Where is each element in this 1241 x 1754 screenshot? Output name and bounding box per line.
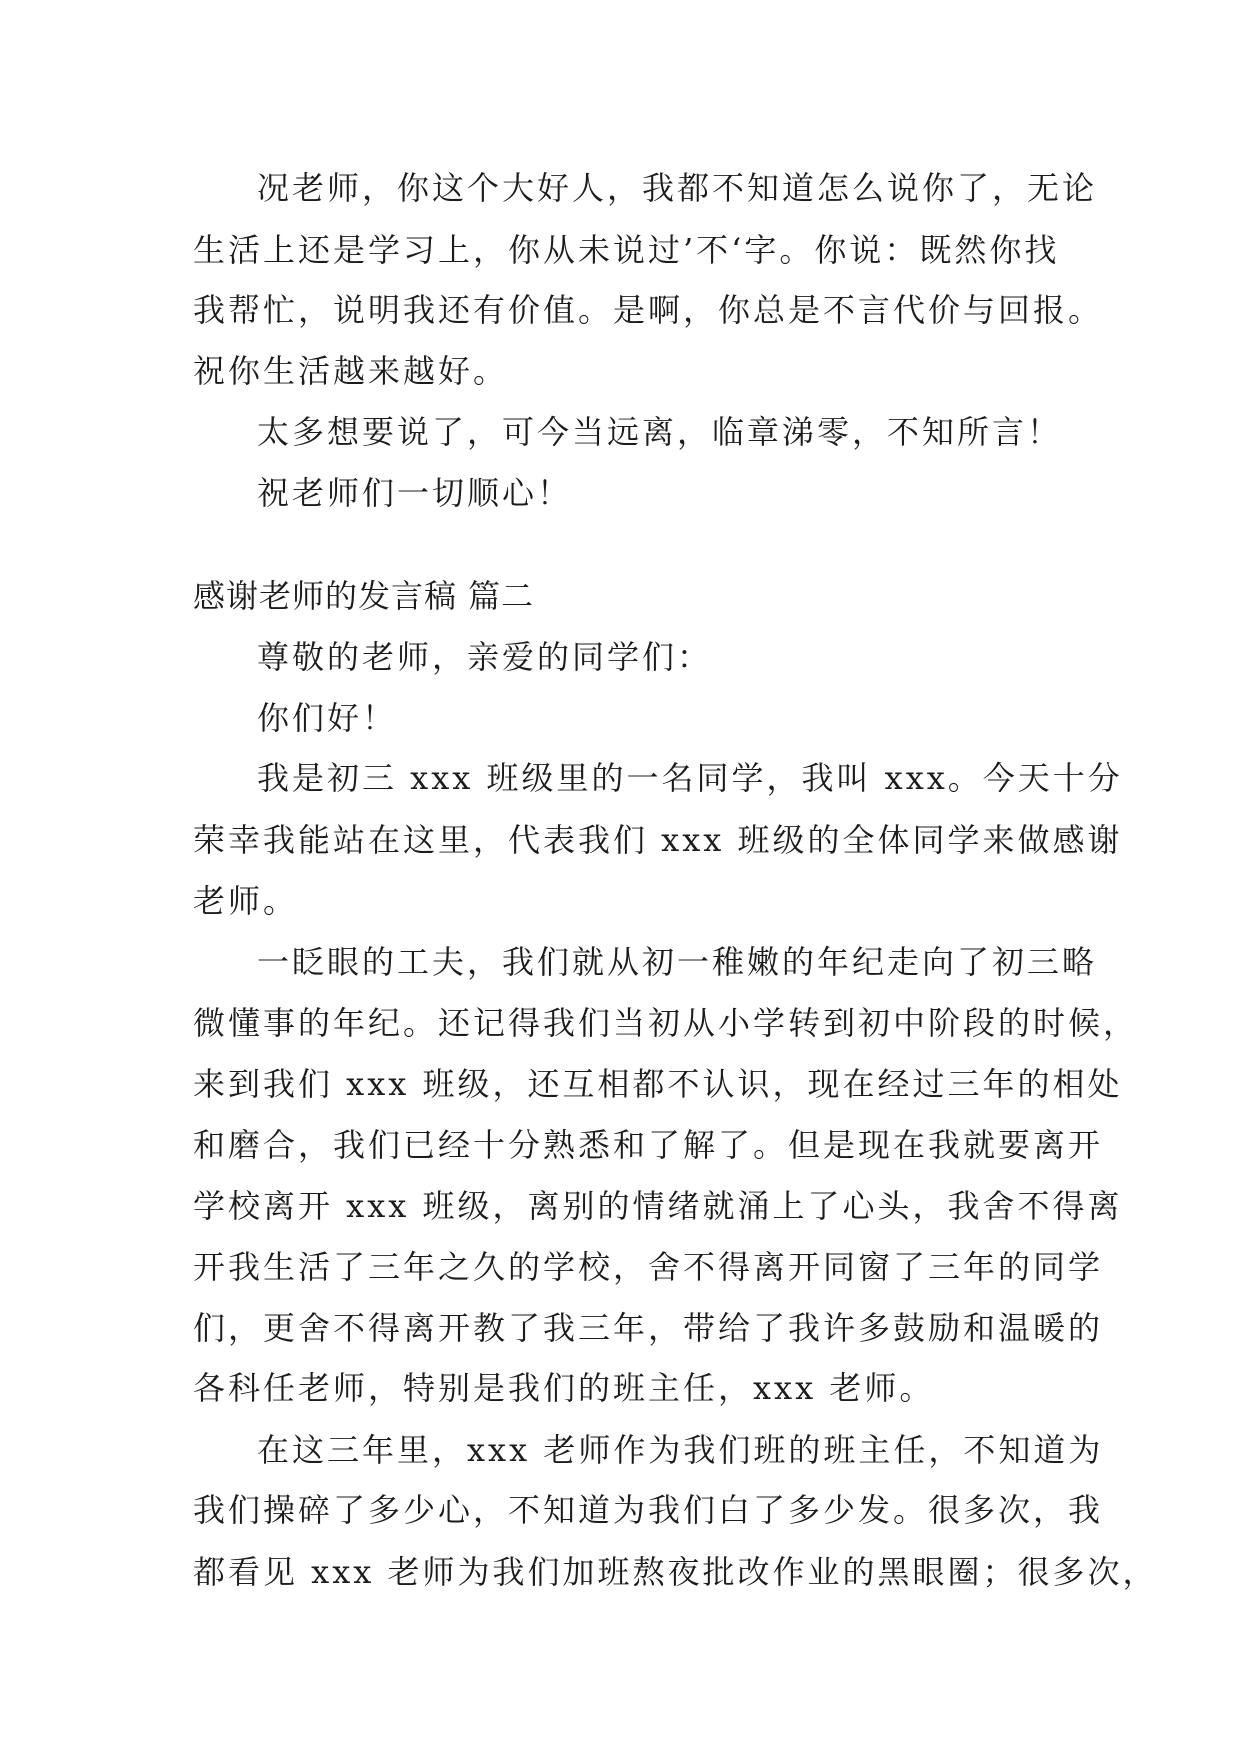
paragraph-line: 们，更舍不得离开教了我三年，带给了我许多鼓励和温暖的 [193, 1309, 1104, 1347]
paragraph-line: 微懂事的年纪。还记得我们当初从小学转到初中阶段的时候， [193, 1004, 1139, 1042]
paragraph-line: 况老师，你这个大好人，我都不知道怎么说你了，无论 [257, 169, 1098, 207]
paragraph-line: 来到我们 xxx 班级，还互相都不认识，现在经过三年的相处 [193, 1065, 1123, 1103]
paragraph-line: 各科任老师，特别是我们的班主任，xxx 老师。 [193, 1369, 935, 1407]
paragraph-line: 荣幸我能站在这里，代表我们 xxx 班级的全体同学来做感谢 [193, 821, 1123, 859]
paragraph-line: 我帮忙，说明我还有价值。是啊，你总是不言代价与回报。 [193, 291, 1104, 329]
paragraph-line: 在这三年里，xxx 老师作为我们班的班主任，不知道为 [257, 1431, 1104, 1469]
paragraph-line: 开我生活了三年之久的学校，舍不得离开同窗了三年的同学 [193, 1248, 1104, 1286]
paragraph-line: 太多想要说了，可今当远离，临章涕零，不知所言！ [257, 413, 1063, 451]
paragraph-line: 祝你生活越来越好。 [193, 352, 509, 390]
paragraph-line: 祝老师们一切顺心！ [257, 474, 573, 512]
paragraph-line: 都看见 xxx 老师为我们加班熬夜批改作业的黑眼圈；很多次， [193, 1553, 1158, 1591]
paragraph-line: 学校离开 xxx 班级，离别的情绪就涌上了心头，我舍不得离 [193, 1187, 1123, 1225]
paragraph-line: 我是初三 xxx 班级里的一名同学，我叫 xxx。今天十分 [257, 759, 1123, 797]
paragraph-line: 我们操碎了多少心，不知道为我们白了多少发。很多次，我 [193, 1491, 1104, 1529]
paragraph-line: 一眨眼的工夫，我们就从初一稚嫩的年纪走向了初三略 [257, 943, 1098, 981]
section-heading: 感谢老师的发言稿 篇二 [193, 577, 535, 615]
greeting: 你们好！ [257, 699, 398, 737]
salutation: 尊敬的老师，亲爱的同学们： [257, 638, 713, 676]
paragraph-line: 老师。 [193, 882, 299, 920]
paragraph-line: 和磨合，我们已经十分熟悉和了解了。但是现在我就要离开 [193, 1126, 1104, 1164]
paragraph-line: 生活上还是学习上，你从未说过’不‘字。你说：既然你找 [193, 231, 1060, 269]
